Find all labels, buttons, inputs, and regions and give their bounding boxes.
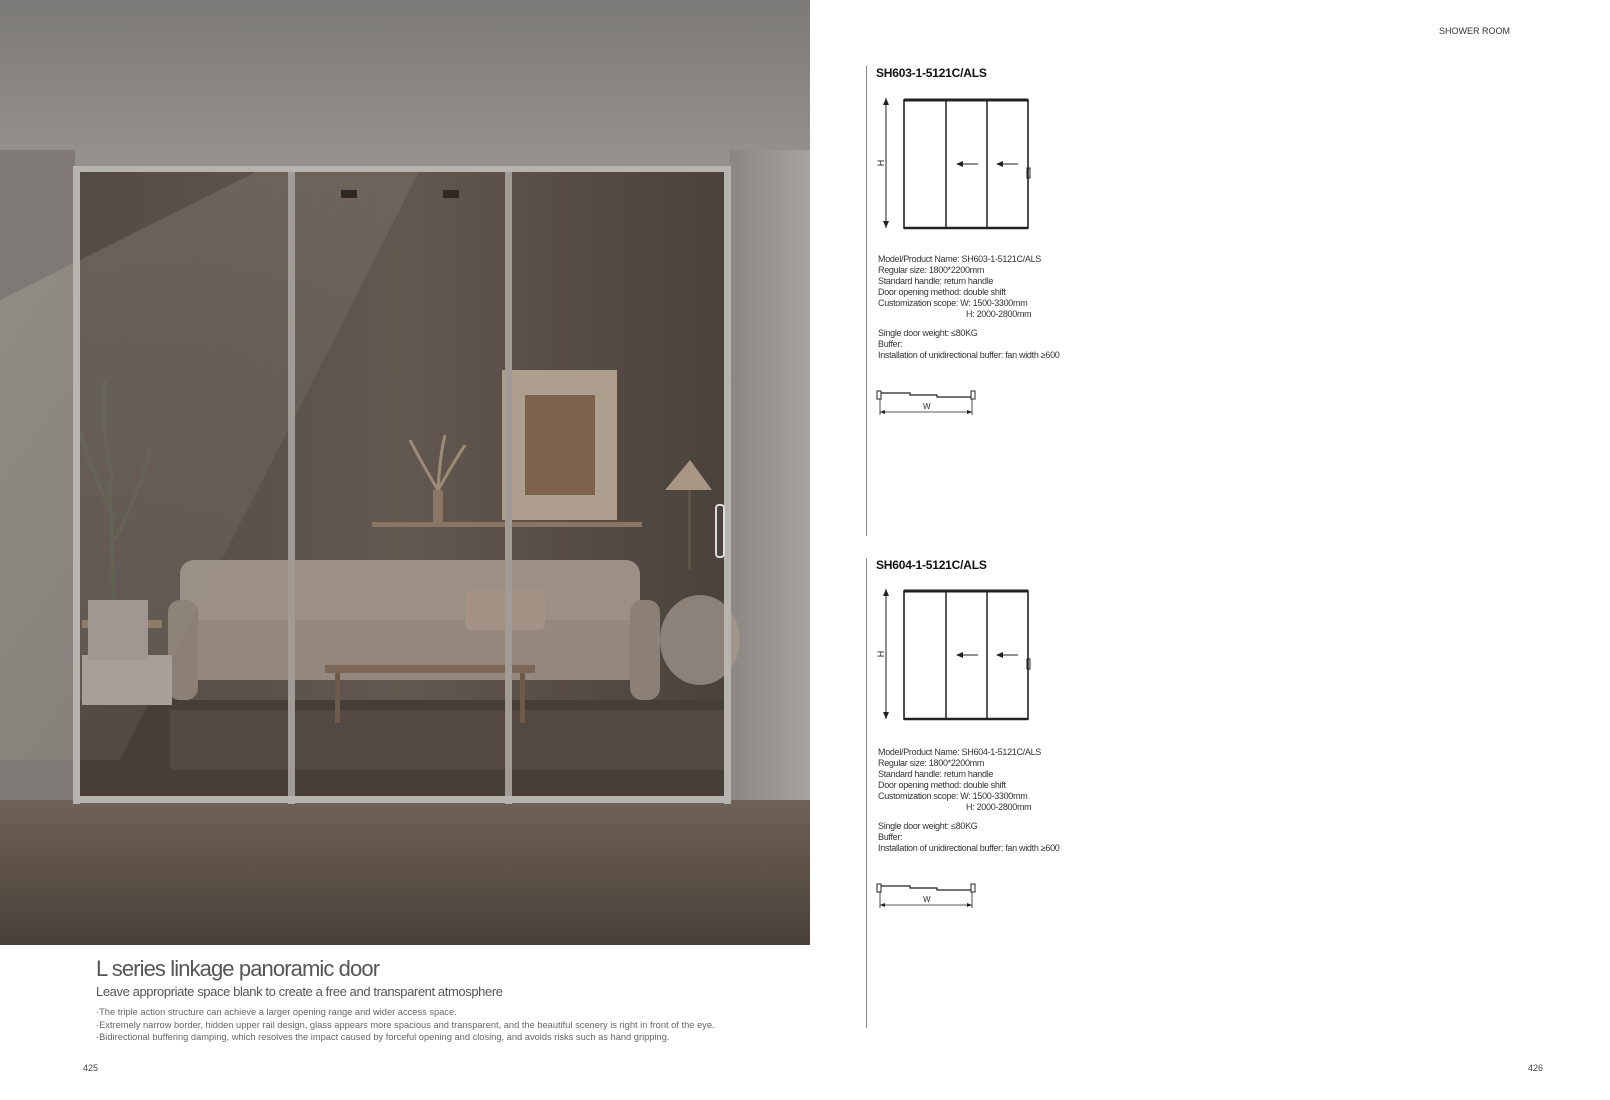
feature-item: ·Bidirectional buffering damping, which resolves the impact caused by forceful opening and closing, and avoids risks such as hand gripping. bbox=[96, 1032, 670, 1042]
spec-size: Regular size: 1800*2200mm bbox=[878, 265, 985, 275]
spec-install: Installation of unidirectional buffer: fan width ≥600 bbox=[878, 350, 1060, 360]
spec-buffer: Buffer: bbox=[878, 339, 903, 349]
spec-custom-h: H: 2000-2800mm bbox=[966, 309, 1032, 319]
section-divider bbox=[866, 66, 867, 536]
spec-handle: Standard handle: return handle bbox=[878, 769, 994, 779]
width-label: W bbox=[923, 402, 931, 411]
product-series-subtitle: Leave appropriate space blank to create a free and transparent atmosphere bbox=[96, 984, 503, 999]
spec-custom-w: Customization scope: W: 1500-3300mm bbox=[878, 791, 1028, 801]
door-elevation-diagram bbox=[874, 96, 1034, 241]
feature-item: ·Extremely narrow border, hidden upper rail design, glass appears more spacious and transparent, and the beautiful scenery is right in front of the eye. bbox=[96, 1019, 715, 1030]
spec-custom-h: H: 2000-2800mm bbox=[966, 802, 1032, 812]
spec-size: Regular size: 1800*2200mm bbox=[878, 758, 985, 768]
page-number-left: 425 bbox=[83, 1063, 99, 1073]
page-number-right: 426 bbox=[1528, 1063, 1544, 1073]
spec-handle: Standard handle: return handle bbox=[878, 276, 994, 286]
height-label: H bbox=[875, 650, 886, 658]
spec-weight: Single door weight: ≤80KG bbox=[878, 328, 978, 338]
feature-list bbox=[96, 1006, 715, 1044]
feature-item: ·The triple action structure can achieve a larger opening range and wider access space. bbox=[96, 1007, 457, 1017]
product-model-title: SH603-1-5121C/ALS bbox=[876, 66, 987, 80]
spec-custom-w: Customization scope: W: 1500-3300mm bbox=[878, 298, 1028, 308]
spec-install: Installation of unidirectional buffer: fan width ≥600 bbox=[878, 843, 1060, 853]
door-elevation-diagram bbox=[874, 587, 1034, 732]
product-model-title: SH604-1-5121C/ALS bbox=[876, 558, 987, 572]
spec-buffer: Buffer: bbox=[878, 832, 903, 842]
spec-list bbox=[878, 254, 1060, 361]
spec-list bbox=[878, 747, 1060, 854]
room-photo bbox=[0, 0, 810, 945]
height-label: H bbox=[875, 159, 886, 167]
spec-weight: Single door weight: ≤80KG bbox=[878, 821, 978, 831]
spec-opening: Door opening method: double shift bbox=[878, 287, 1006, 297]
spec-model: Model/Product Name: SH603-1-5121C/ALS bbox=[878, 254, 1041, 264]
spec-model: Model/Product Name: SH604-1-5121C/ALS bbox=[878, 747, 1041, 757]
spec-opening: Door opening method: double shift bbox=[878, 780, 1006, 790]
product-series-title: L series linkage panoramic door bbox=[96, 956, 380, 981]
section-divider bbox=[866, 558, 867, 1028]
section-title: SHOWER ROOM bbox=[1439, 26, 1510, 36]
width-label: W bbox=[923, 895, 931, 904]
